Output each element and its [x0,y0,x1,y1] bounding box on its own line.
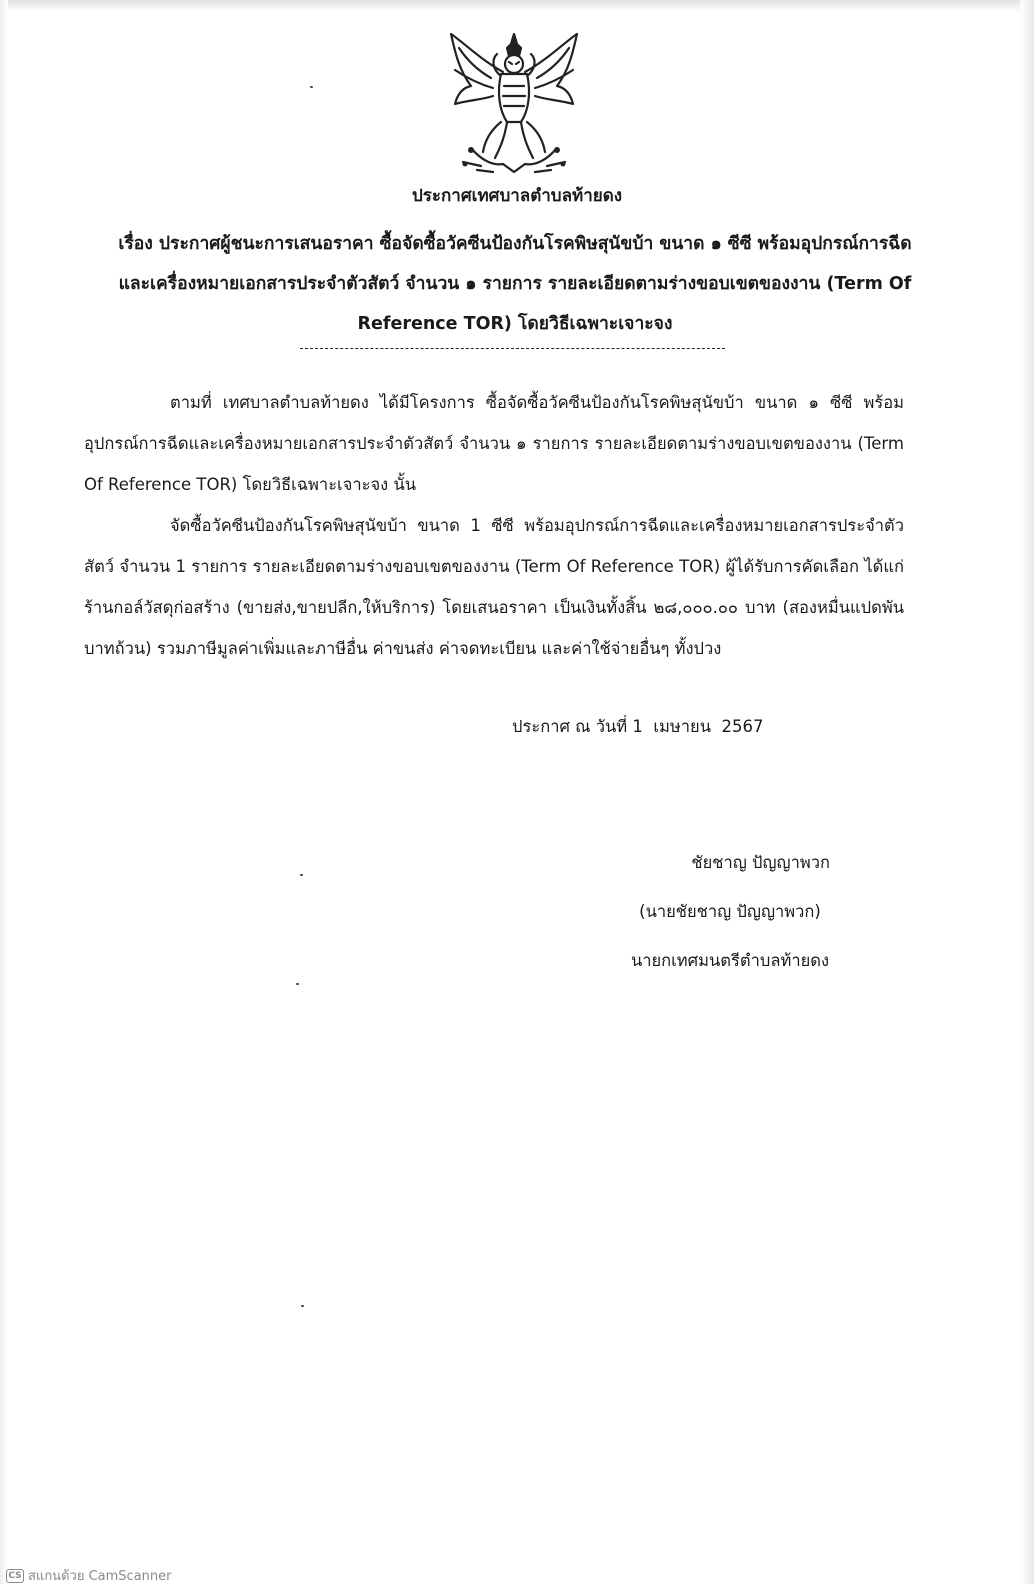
signature-position: นายกเทศมนตรีตำบลท้ายดง [630,951,830,970]
body-paragraph-2: จัดซื้อวัคซีนป้องกันโรคพิษสุนัขบ้า ขนาด 1 ซีซี พร้อมอุปกรณ์การฉีดและเครื่องหมายเอกสารประจำตัวสัตว์ จำนวน 1 รายการ รายละเอียดตามร่างขอบเขตของงาน (Term Of Reference TOR) ผู้ได้รับการคัดเลือก ได้แก่ ร้านกอล์วัสดุก่อสร้าง (ขายส่ง,ขายปลีก,ให้บริการ) โดยเสนอราคา เป็นเงินทั้งสิ้น ๒๘,๐๐๐.๐๐ บาท (สองหมื่นแปดพันบาทถ้วน) รวมภาษีมูลค่าเพิ่มและภาษีอื่น ค่าขนส่ง ค่าจดทะเบียน และค่าใช้จ่ายอื่นๆ ทั้งปวง [84,516,904,658]
camscanner-watermark [6,1565,171,1586]
scan-speck [301,1305,304,1307]
signature-block [600,838,860,985]
subject-line-1: เรื่อง ประกาศผู้ชนะการเสนอราคา ซื้อจัดซื้อวัคซีนป้องกันโรคพิษสุนัขบ้า ขนาด ๑ ซีซี พร้อมอุปกรณ์การฉีด [118,234,912,254]
scan-speck [296,983,299,985]
camscanner-icon: CS [6,1569,24,1583]
body-paragraph-1: ตามที่ เทศบาลตำบลท้ายดง ได้มีโครงการ ซื้อจัดซื้อวัคซีนป้องกันโรคพิษสุนัขบ้า ขนาด ๑ ซีซี พร้อมอุปกรณ์การฉีดและเครื่องหมายเอกสารประจำตัวสัตว์ จำนวน ๑ รายการ รายละเอียดตามร่างขอบเขตของงาน (Term Of Reference TOR) โดยวิธีเฉพาะเจาะจง นั้น [84,393,904,494]
scan-speck [310,86,313,88]
garuda-emblem-icon [441,30,587,176]
scan-edge-top [0,0,1034,12]
scan-edge-left [0,0,8,1584]
announcement-subject [100,224,930,344]
announcement-title: ประกาศเทศบาลตำบลท้ายดง [411,186,623,206]
signature-full-name: (นายชัยชาญ ปัญญาพวก) [639,902,821,921]
subject-line-3: Reference TOR) โดยวิธีเฉพาะเจาะจง [357,314,673,334]
announcement-date: ประกาศ ณ วันที่ 1 เมษายน 2567 [512,717,764,736]
signature-name: ชัยชาญ ปัญญาพวก [691,853,830,872]
dashed-divider [300,348,725,349]
scan-speck [300,874,303,876]
subject-line-2: และเครื่องหมายเอกสารประจำตัวสัตว์ จำนวน ๑ รายการ รายละเอียดตามร่างขอบเขตของงาน (Term Of [118,274,912,294]
camscanner-text: สแกนด้วย CamScanner [28,1569,172,1584]
scan-edge-right [1020,0,1034,1584]
